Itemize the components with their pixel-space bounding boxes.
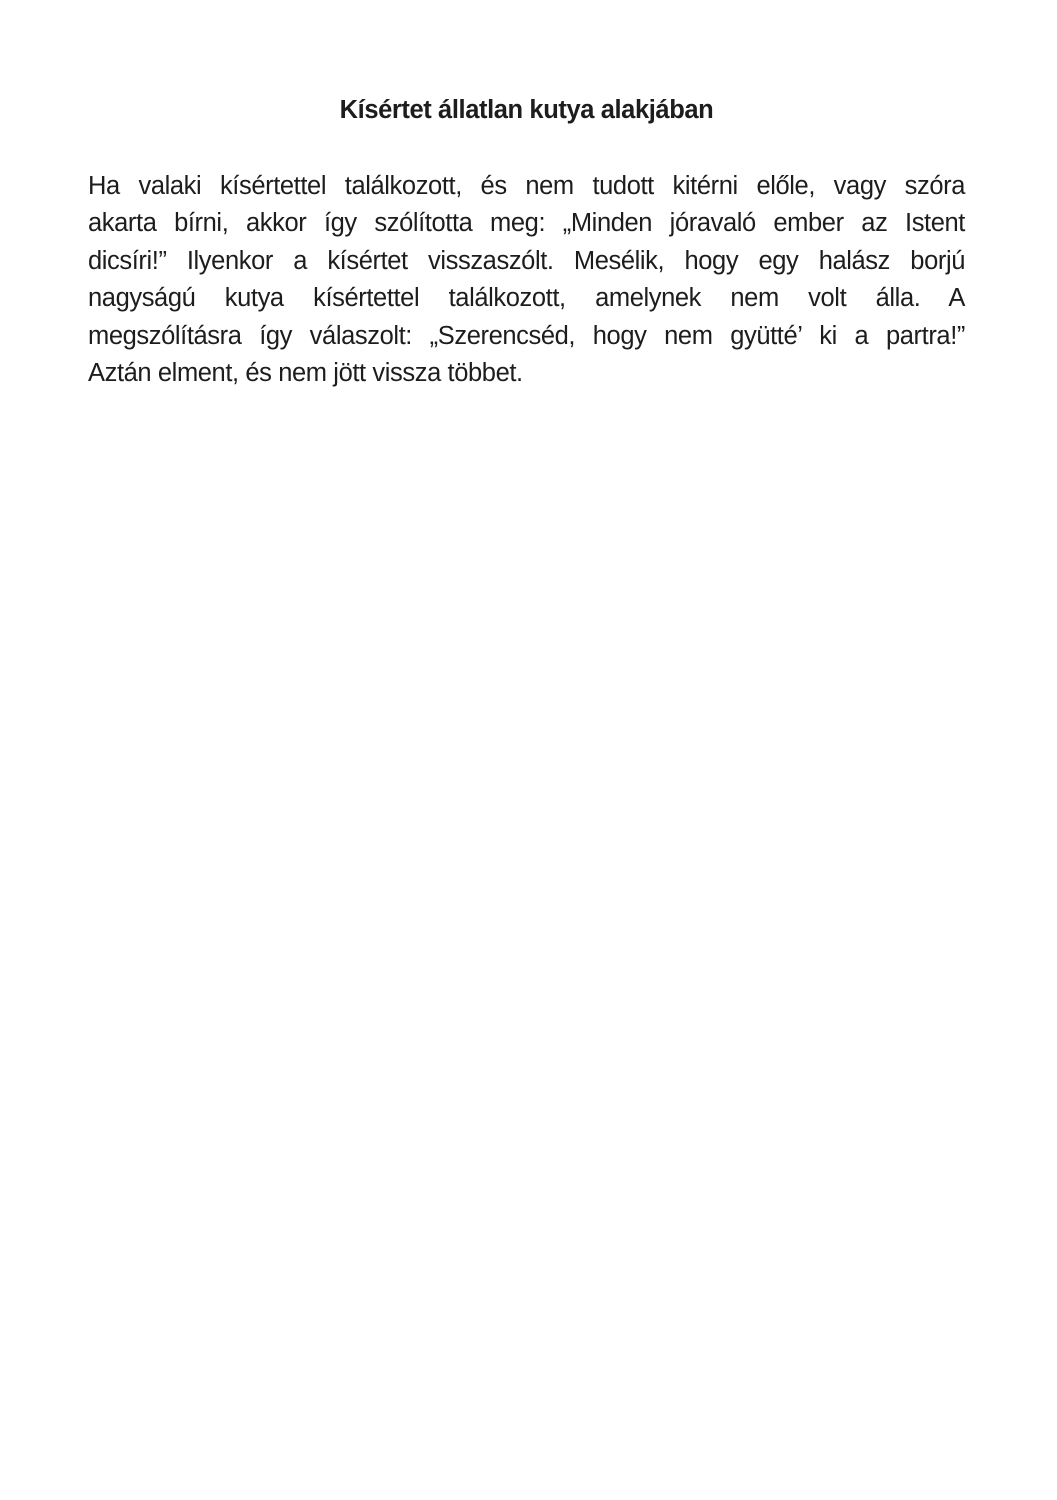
text-line: megszólításra így válaszolt: „Szerencséd, hogy nem gyütté’ ki a partra!” — [88, 321, 965, 350]
text-line: nagyságú kutya kísértettel találkozott, amelynek nem volt álla. A — [88, 284, 965, 312]
text-line: akarta bírni, akkor így szólította meg: „Minden jóravaló ember az Istent — [88, 209, 965, 237]
text-line: Ha valaki kísértettel találkozott, és nem tudott kitérni előle, vagy szóra — [88, 171, 965, 200]
text-line: Aztán elment, és nem jött vissza többet. — [88, 359, 523, 387]
paragraph — [88, 168, 965, 393]
page-title: Kísértet állatlan kutya alakjában — [339, 96, 714, 124]
text-line: dicsíri!” Ilyenkor a kísértet visszaszólt. Mesélik, hogy egy halász borjú — [88, 246, 965, 275]
